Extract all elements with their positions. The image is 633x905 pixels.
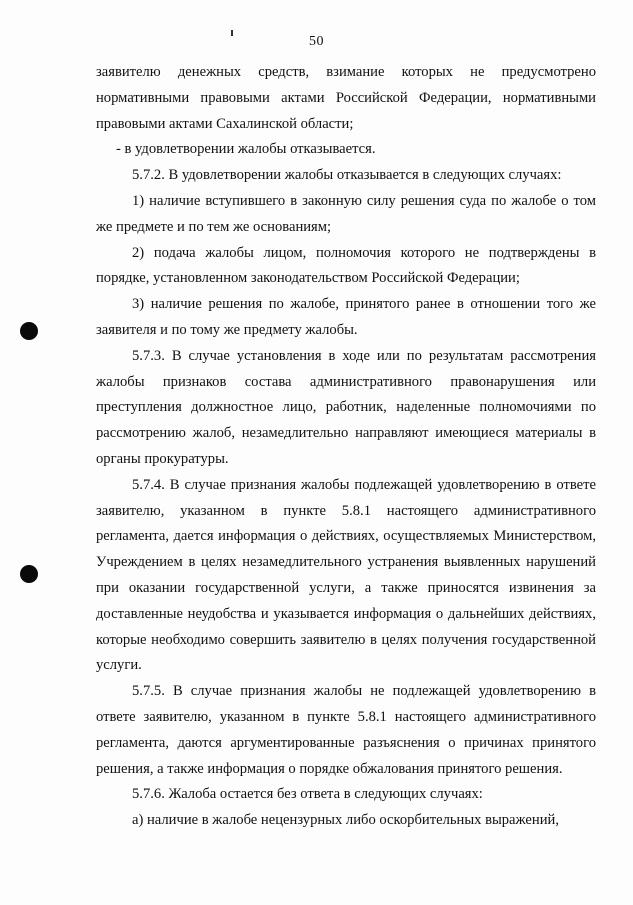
paragraph-item-1: 1) наличие вступившего в законную силу решения суда по жалобе о том же предмете и по тем же основаниям; — [96, 192, 596, 235]
paragraph-item-3: 3) наличие решения по жалобе, принятого ранее в отношении того же заявителя и по тому же предмету жалобы. — [96, 296, 596, 338]
paragraph-5-7-5: 5.7.5. В случае признания жалобы не подлежащей удовлетворению в ответе заявителю, указанном в пункте 5.8.1 настоящего административного регламента, даются аргументированные разъяснения о причинах принятого решения, а также информация о порядке обжалования принятого решения. — [96, 683, 596, 777]
paragraph-5-7-4: 5.7.4. В случае признания жалобы подлежащей удовлетворению в ответе заявителю, указанном в пункте 5.8.1 настоящего административного регламента, дается информация о действиях, осуществляемых Министерством, Учреждением в целях незамедлительного устранения выявленных нарушений при оказании государственной услуги, а также приносятся извинения за доставленные неудобства и указывается информация о дальнейших действиях, которые необходимо совершить заявителю в целях получения государственной услуги. — [96, 476, 596, 674]
punch-hole-lower — [20, 565, 38, 583]
paragraph-refusal-line: - в удовлетворении жалобы отказывается. — [116, 141, 376, 158]
scan-speck — [231, 30, 233, 36]
paragraph-5-7-2: 5.7.2. В удовлетворении жалобы отказывается в следующих случаях: — [132, 167, 562, 184]
paragraph-5-7-6: 5.7.6. Жалоба остается без ответа в следующих случаях: — [132, 786, 483, 803]
page-number: 50 — [309, 34, 324, 49]
paragraph-item-2: 2) подача жалобы лицом, полномочия которого не подтверждены в порядке, установленном законодательством Российской Федерации; — [96, 244, 596, 287]
paragraph-continuation: заявителю денежных средств, взимание которых не предусмотрено нормативными правовыми актами Российской Федерации, нормативными правовыми актами Сахалинской области; — [96, 64, 596, 132]
punch-hole-upper — [20, 322, 38, 340]
paragraph-item-a: а) наличие в жалобе нецензурных либо оскорбительных выражений, — [132, 812, 559, 829]
paragraph-5-7-3: 5.7.3. В случае установления в ходе или по результатам рассмотрения жалобы признаков состава административного правонарушения или преступления должностное лицо, работник, наделенные полномочиями по рассмотрению жалоб, незамедлительно направляют имеющиеся материалы в органы прокуратуры. — [96, 347, 596, 467]
document-body — [96, 60, 596, 834]
